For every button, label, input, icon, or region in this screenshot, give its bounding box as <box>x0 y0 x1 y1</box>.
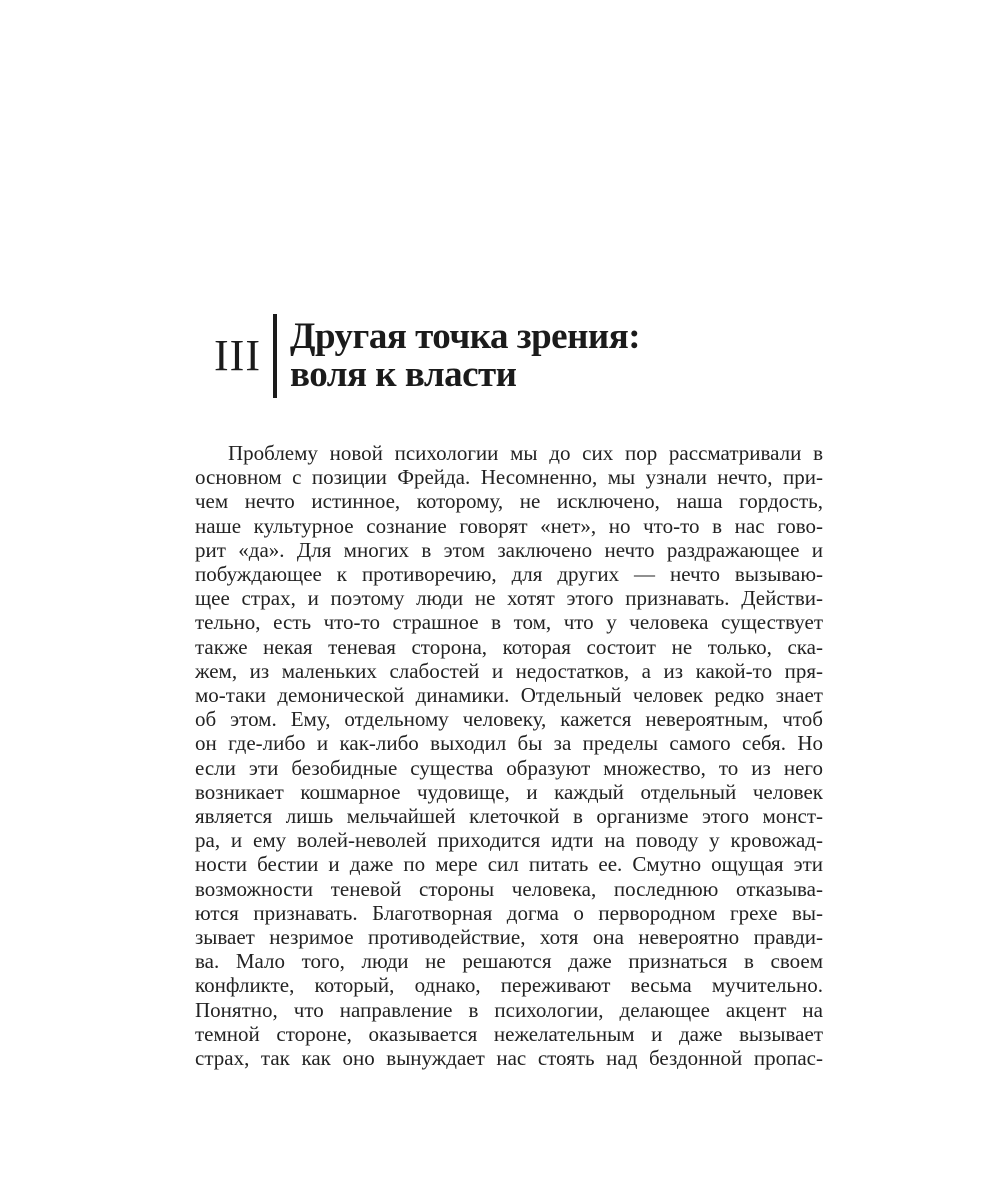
text-line: щее страх, и поэтому люди не хотят этого признавать. Действи- <box>195 586 823 611</box>
text-line: ва. Мало того, люди не решаются даже признаться в своем <box>195 949 823 974</box>
text-line: темной стороне, оказывается нежелательным и даже вызывает <box>195 1021 823 1046</box>
text-line: об этом. Ему, отдельному человеку, кажется невероятным, чтоб <box>195 707 823 732</box>
text-line: возможности теневой стороны человека, последнюю отказыва- <box>195 876 823 901</box>
text-line: мо-таки демонической динамики. Отдельный человек редко знает <box>195 683 823 708</box>
text-line: зывает незримое противодействие, хотя она невероятно правди- <box>195 925 823 950</box>
text-line: наше культурное сознание говорят «нет», но что-то в нас гово- <box>195 513 823 538</box>
text-line: страх, так как оно вынуждает нас стоять над бездонной пропас- <box>195 1046 823 1071</box>
text-line: ра, и ему волей-неволей приходится идти на поводу у кровожад- <box>195 828 823 853</box>
chapter-title <box>277 318 640 394</box>
text-line: рит «да». Для многих в этом заключено нечто раздражающее и <box>195 537 823 562</box>
body-paragraph <box>195 441 823 1070</box>
text-line: ности бестии и даже по мере сил питать ее. Смутно ощущая эти <box>195 852 823 877</box>
text-line: он где-либо и как-либо выходил бы за пределы самого себя. Но <box>195 731 823 756</box>
text-line: основном с позиции Фрейда. Несомненно, мы узнали нечто, при- <box>195 465 823 490</box>
text-line: является лишь мельчайшей клеточкой в организме этого монст- <box>195 804 823 829</box>
text-line: чем нечто истинное, которому, не исключено, наша гордость, <box>195 489 823 514</box>
text-line: ются признавать. Благотворная догма о первородном грехе вы- <box>195 900 823 925</box>
text-line: если эти безобидные существа образуют множество, то из него <box>195 755 823 780</box>
text-line: тельно, есть что-то страшное в том, что у человека существует <box>195 610 823 635</box>
chapter-title-line-2: воля к власти <box>290 354 517 395</box>
text-line: побуждающее к противоречию, для других — нечто вызываю- <box>195 562 823 587</box>
text-line: также некая теневая сторона, которая состоит не только, ска- <box>195 634 823 659</box>
text-line: Проблему новой психологии мы до сих пор рассматривали в <box>228 441 823 465</box>
text-line: конфликте, который, однако, переживают весьма мучительно. <box>195 973 823 998</box>
text-line: возникает кошмарное чудовище, и каждый отдельный человек <box>195 779 823 804</box>
chapter-heading <box>195 314 640 398</box>
chapter-title-line-1: Другая точка зрения: <box>290 316 641 357</box>
text-line: жем, из маленьких слабостей и недостатков, а из какой-то пря- <box>195 658 823 683</box>
text-line: Понятно, что направление в психологии, делающее акцент на <box>195 997 823 1022</box>
chapter-number: III <box>214 331 261 380</box>
